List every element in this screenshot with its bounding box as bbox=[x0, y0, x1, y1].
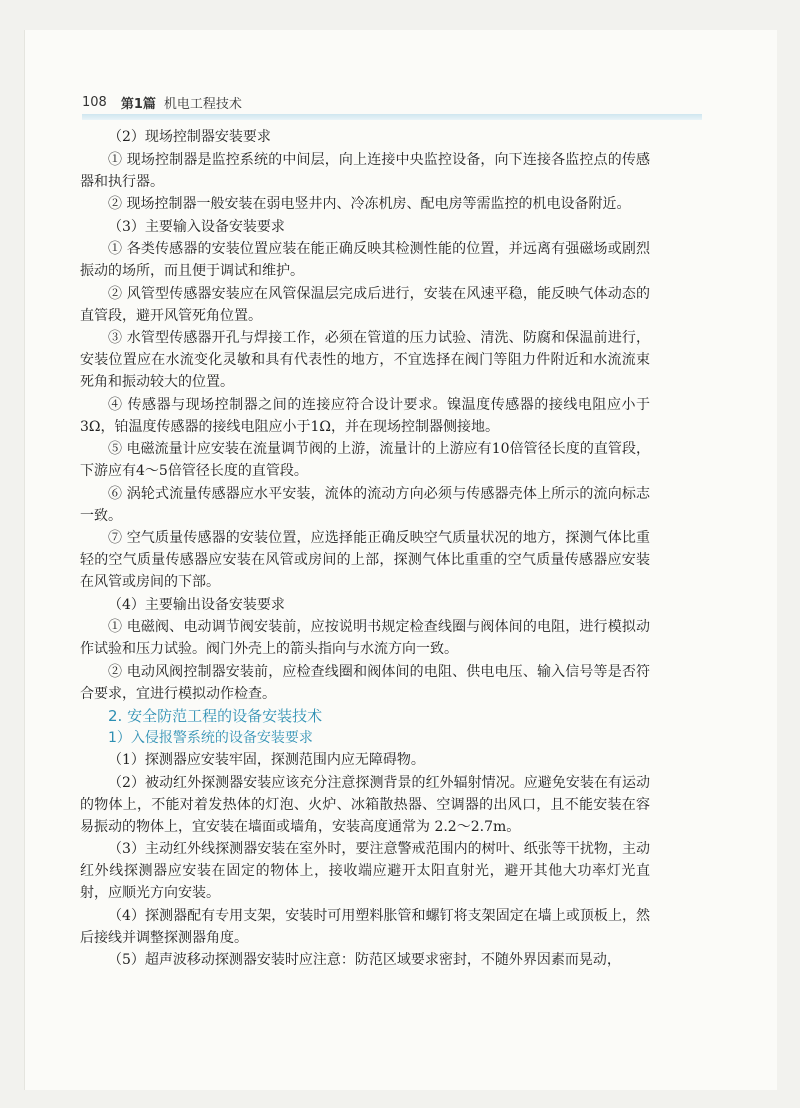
paragraph: （4）探测器配有专用支架，安装时可用塑料胀管和螺钉将支架固定在墙上或顶板上，然后接线并调整探测器角度。 bbox=[80, 907, 650, 946]
page-number: 108 bbox=[82, 94, 107, 110]
paragraph: （3）主动红外线探测器安装在室外时，要注意警戒范围内的树叶、纸张等干扰物，主动红外线探测器应安装在固定的物体上，接收端应避开太阳直射光，避开其他大功率灯光直射，应顺光方向安装。 bbox=[80, 841, 650, 901]
body-text bbox=[80, 126, 650, 972]
heading: （4）主要输出设备安装要求 bbox=[108, 596, 285, 613]
paragraph: ④ 传感器与现场控制器之间的连接应符合设计要求。镍温度传感器的接线电阻应小于3Ω，铂温度传感器的接线电阻应小于1Ω，并在现场控制器侧接地。 bbox=[80, 396, 650, 435]
header-bar bbox=[82, 114, 702, 120]
paragraph: ① 电磁阀、电动调节阀安装前，应按说明书规定检查线圈与阀体间的电阻，进行模拟动作试验和压力试验。阀门外壳上的箭头指向与水流方向一致。 bbox=[80, 619, 650, 657]
paragraph: （1）探测器应安装牢固，探测范围内应无障碍物。 bbox=[108, 752, 425, 768]
heading: 2. 安全防范工程的设备安装技术 bbox=[108, 707, 323, 725]
paragraph: （5）超声波移动探测器安装时应注意：防范区域要求密封，不随外界因素而晃动， bbox=[108, 952, 621, 968]
paragraph: （2）被动红外探测器安装应该充分注意探测背景的红外辐射情况。应避免安装在有运动的物体上，不能对着发热体的灯泡、火炉、冰箱散热器、空调器的出风口，且不能安装在容易振动的物体上，宜安装在墙面或墙角，安装高度通常为 2.2～2.7m。 bbox=[80, 774, 650, 835]
paragraph: ⑦ 空气质量传感器的安装位置，应选择能正确反映空气质量状况的地方，探测气体比重轻的空气质量传感器应安装在风管或房间的上部，探测气体比重重的空气质量传感器应安装在风管或房间的下部。 bbox=[80, 530, 650, 590]
paragraph: ⑥ 涡轮式流量传感器应水平安装，流体的流动方向必须与传感器壳体上所示的流向标志一致。 bbox=[80, 485, 650, 524]
paragraph: ② 风管型传感器安装应在风管保温层完成后进行，安装在风速平稳，能反映气体动态的直管段，避开风管死角位置。 bbox=[80, 285, 650, 324]
paragraph: ① 现场控制器是监控系统的中间层，向上连接中央监控设备，向下连接各监控点的传感器和执行器。 bbox=[80, 151, 650, 190]
paragraph: ③ 水管型传感器开孔与焊接工作，必须在管道的压力试验、清洗、防腐和保温前进行，安装位置应在水流变化灵敏和具有代表性的地方，不宜选择在阀门等阻力件附近和水流流束死角和振动较大的位置。 bbox=[80, 330, 650, 390]
section-title: 机电工程技术 bbox=[163, 96, 242, 112]
page-header bbox=[82, 90, 702, 114]
chapter-label: 第1篇 bbox=[120, 96, 156, 112]
paragraph: ① 各类传感器的安装位置应装在能正确反映其检测性能的位置，并远离有强磁场或剧烈振动的场所，而且便于调试和维护。 bbox=[80, 241, 650, 279]
heading: 1）入侵报警系统的设备安装要求 bbox=[108, 730, 313, 746]
paragraph: ② 电动风阀控制器安装前，应检查线圈和阀体间的电阻、供电电压、输入信号等是否符合要求，宜进行模拟动作检查。 bbox=[80, 663, 650, 702]
paragraph: ② 现场控制器一般安装在弱电竖井内、冷冻机房、配电房等需监控的机电设备附近。 bbox=[108, 196, 631, 212]
heading: （2）现场控制器安装要求 bbox=[108, 129, 271, 145]
heading: （3）主要输入设备安装要求 bbox=[108, 218, 285, 235]
paragraph: ⑤ 电磁流量计应安装在流量调节阀的上游，流量计的上游应有10倍管径长度的直管段，下游应有4～5倍管径长度的直管段。 bbox=[80, 441, 650, 479]
